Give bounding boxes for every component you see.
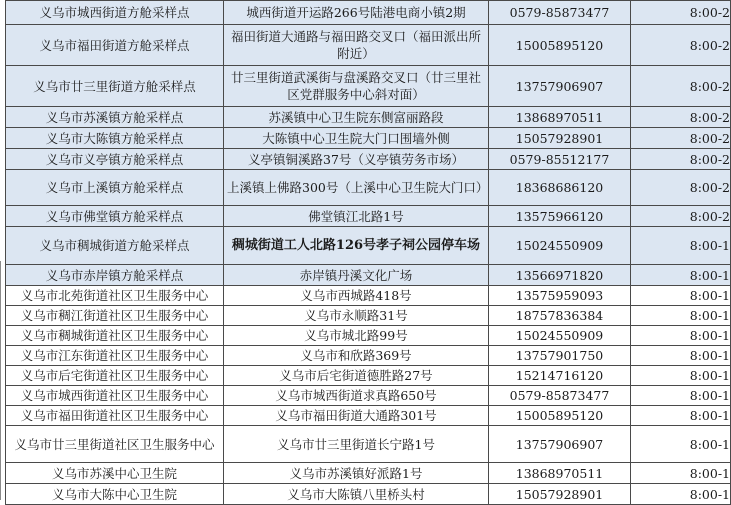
site-name-cell[interactable]: 义乌市廿三里街道方舱采样点 <box>6 66 224 107</box>
table-row <box>6 227 731 265</box>
phone-cell[interactable]: 15024550909 <box>489 326 631 346</box>
site-name-cell[interactable]: 义乌市义亭镇方舱采样点 <box>6 149 224 170</box>
phone-cell[interactable]: 15005895120 <box>489 406 631 426</box>
hours-cell[interactable]: 8:00-1 <box>631 386 731 406</box>
site-name-cell[interactable]: 义乌市城西街道社区卫生服务中心 <box>6 386 224 406</box>
phone-cell[interactable]: 13566971820 <box>489 265 631 286</box>
hours-cell[interactable]: 8:00-1 <box>631 366 731 386</box>
table-body <box>6 1 731 505</box>
hours-cell[interactable]: 8:00-1 <box>631 286 731 306</box>
address-cell[interactable]: 稠城街道工人北路126号孝子祠公园停车场 <box>224 227 489 265</box>
address-cell[interactable]: 义乌市后宅街道德胜路27号 <box>224 366 489 386</box>
address-cell[interactable]: 义乌市廿三里街道长宁路1号 <box>224 426 489 463</box>
phone-cell[interactable]: 13868970511 <box>489 107 631 128</box>
site-name-cell[interactable]: 义乌市赤岸镇方舱采样点 <box>6 265 224 286</box>
phone-cell[interactable]: 18757836384 <box>489 306 631 326</box>
phone-cell[interactable]: 0579-85873477 <box>489 386 631 406</box>
hours-cell[interactable]: 8:00-2 <box>631 206 731 227</box>
hours-cell[interactable]: 8:00-2 <box>631 25 731 66</box>
table-row <box>6 128 731 149</box>
site-name-cell[interactable]: 义乌市江东街道社区卫生服务中心 <box>6 346 224 366</box>
table-row <box>6 306 731 326</box>
table-row <box>6 149 731 170</box>
address-cell[interactable]: 义乌市城北路99号 <box>224 326 489 346</box>
hours-cell[interactable]: 8:00-1 <box>631 426 731 463</box>
sampling-site-table <box>5 0 731 505</box>
address-cell[interactable]: 义乌市大陈镇八里桥头村 <box>224 484 489 505</box>
phone-cell[interactable]: 15214716120 <box>489 366 631 386</box>
phone-cell[interactable]: 13575959093 <box>489 286 631 306</box>
hours-cell[interactable]: 8:00-1 <box>631 265 731 286</box>
table-row <box>6 366 731 386</box>
address-cell[interactable]: 上溪镇上佛路300号（上溪中心卫生院大门口） <box>224 170 489 206</box>
hours-cell[interactable]: 8:00-2 <box>631 107 731 128</box>
site-name-cell[interactable]: 义乌市苏溪中心卫生院 <box>6 463 224 484</box>
address-cell[interactable]: 城西街道开运路266号陆港电商小镇2期 <box>224 1 489 25</box>
table-row <box>6 1 731 25</box>
table-row <box>6 426 731 463</box>
address-cell[interactable]: 佛堂镇江北路1号 <box>224 206 489 227</box>
phone-cell[interactable]: 15057928901 <box>489 484 631 505</box>
table-row <box>6 346 731 366</box>
address-cell[interactable]: 大陈镇中心卫生院大门口围墙外侧 <box>224 128 489 149</box>
site-name-cell[interactable]: 义乌市稠江街道社区卫生服务中心 <box>6 306 224 326</box>
table-row <box>6 286 731 306</box>
address-cell[interactable]: 义乌市福田街道大通路301号 <box>224 406 489 426</box>
phone-cell[interactable]: 13757906907 <box>489 66 631 107</box>
address-cell[interactable]: 义乌市永顺路31号 <box>224 306 489 326</box>
phone-cell[interactable]: 0579-85512177 <box>489 149 631 170</box>
table-row <box>6 406 731 426</box>
address-cell[interactable]: 义乌市西城路418号 <box>224 286 489 306</box>
table-row <box>6 326 731 346</box>
hours-cell[interactable]: 8:00-1 <box>631 463 731 484</box>
site-name-cell[interactable]: 义乌市佛堂镇方舱采样点 <box>6 206 224 227</box>
site-name-cell[interactable]: 义乌市福田街道方舱采样点 <box>6 25 224 66</box>
phone-cell[interactable]: 13757906907 <box>489 426 631 463</box>
phone-cell[interactable]: 15024550909 <box>489 227 631 265</box>
phone-cell[interactable]: 15005895120 <box>489 25 631 66</box>
site-name-cell[interactable]: 义乌市城西街道方舱采样点 <box>6 1 224 25</box>
hours-cell[interactable]: 8:00-2 <box>631 128 731 149</box>
table-row <box>6 25 731 66</box>
address-cell[interactable]: 福田街道大通路与福田路交叉口（福田派出所附近） <box>224 25 489 66</box>
address-cell[interactable]: 义亭镇铜溪路37号（义亭镇劳务市场） <box>224 149 489 170</box>
table-row <box>6 463 731 484</box>
hours-cell[interactable]: 8:00-1 <box>631 406 731 426</box>
address-cell[interactable]: 赤岸镇丹溪文化广场 <box>224 265 489 286</box>
site-name-cell[interactable]: 义乌市苏溪镇方舱采样点 <box>6 107 224 128</box>
site-name-cell[interactable]: 义乌市后宅街道社区卫生服务中心 <box>6 366 224 386</box>
address-cell[interactable]: 义乌市城西街道求真路650号 <box>224 386 489 406</box>
table-row <box>6 170 731 206</box>
table-row <box>6 107 731 128</box>
site-name-cell[interactable]: 义乌市北苑街道社区卫生服务中心 <box>6 286 224 306</box>
address-cell[interactable]: 廿三里街道武溪街与盘溪路交叉口（廿三里社区党群服务中心斜对面） <box>224 66 489 107</box>
table-row <box>6 484 731 505</box>
hours-cell[interactable]: 8:00-2 <box>631 66 731 107</box>
hours-cell[interactable]: 8:00-1 <box>631 484 731 505</box>
address-cell[interactable]: 义乌市和欣路369号 <box>224 346 489 366</box>
phone-cell[interactable]: 13757901750 <box>489 346 631 366</box>
address-cell[interactable]: 苏溪镇中心卫生院东侧富丽路段 <box>224 107 489 128</box>
site-name-cell[interactable]: 义乌市稠城街道方舱采样点 <box>6 227 224 265</box>
hours-cell[interactable]: 8:00-2 <box>631 1 731 25</box>
hours-cell[interactable]: 8:00-1 <box>631 326 731 346</box>
table-row <box>6 265 731 286</box>
table-row <box>6 66 731 107</box>
phone-cell[interactable]: 18368686120 <box>489 170 631 206</box>
site-name-cell[interactable]: 义乌市福田街道社区卫生服务中心 <box>6 406 224 426</box>
table-row <box>6 386 731 406</box>
hours-cell[interactable]: 8:00-1 <box>631 227 731 265</box>
phone-cell[interactable]: 0579-85873477 <box>489 1 631 25</box>
phone-cell[interactable]: 13868970511 <box>489 463 631 484</box>
hours-cell[interactable]: 8:00-2 <box>631 170 731 206</box>
address-cell[interactable]: 义乌市苏溪镇好派路1号 <box>224 463 489 484</box>
column-divider <box>0 261 1 500</box>
site-name-cell[interactable]: 义乌市大陈中心卫生院 <box>6 484 224 505</box>
hours-cell[interactable]: 8:00-2 <box>631 149 731 170</box>
hours-cell[interactable]: 8:00-1 <box>631 306 731 326</box>
phone-cell[interactable]: 15057928901 <box>489 128 631 149</box>
table-row <box>6 206 731 227</box>
site-name-cell[interactable]: 义乌市廿三里街道社区卫生服务中心 <box>6 426 224 463</box>
site-name-cell[interactable]: 义乌市上溪镇方舱采样点 <box>6 170 224 206</box>
hours-cell[interactable]: 8:00-1 <box>631 346 731 366</box>
phone-cell[interactable]: 13575966120 <box>489 206 631 227</box>
site-name-cell[interactable]: 义乌市大陈镇方舱采样点 <box>6 128 224 149</box>
site-name-cell[interactable]: 义乌市稠城街道社区卫生服务中心 <box>6 326 224 346</box>
